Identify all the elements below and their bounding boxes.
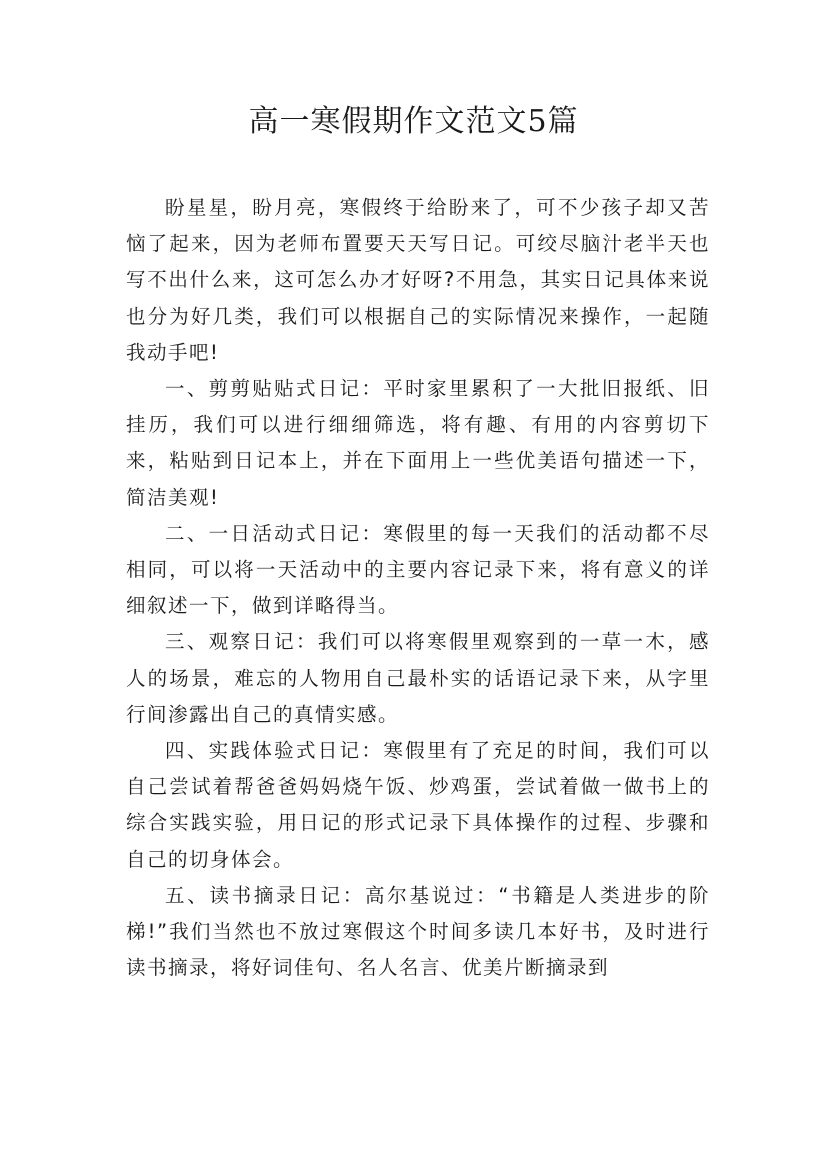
document-body: [126, 190, 710, 986]
document-title: 高一寒假期作文范文5篇: [248, 104, 579, 139]
paragraph-intro: 盼星星，盼月亮，寒假终于给盼来了，可不少孩子却又苦恼了起来，因为老师布置要天天写日记。可绞尽脑汁老半天也写不出什么来，这可怎么办才好呀?不用急，其实日记具体来说也分为好几类，我们可以根据自己的实际情况来操作，一起随我动手吧!: [126, 196, 710, 364]
paragraph-observation-diary: 三、观察日记：我们可以将寒假里观察到的一草一木，感人的场景，难忘的人物用自己最朴实的话语记录下来，从字里行间渗露出自己的真情实感。: [126, 630, 710, 726]
paragraph-daily-activity-diary: 二、一日活动式日记：寒假里的每一天我们的活动都不尽相同，可以将一天活动中的主要内容记录下来，将有意义的详细叙述一下，做到详略得当。: [126, 521, 710, 618]
paragraph-reading-excerpt-diary: 五、读书摘录日记：高尔基说过：“书籍是人类进步的阶梯!”我们当然也不放过寒假这个时间多读几本好书，及时进行读书摘录，将好词佳句、名人名言、优美片断摘录到: [126, 883, 710, 980]
paragraph-practice-diary: 四、实践体验式日记：寒假里有了充足的时间，我们可以自己尝试着帮爸爸妈妈烧午饭、炒鸡蛋，尝试着做一做书上的综合实践实验，用日记的形式记录下具体操作的过程、步骤和自己的切身体会。: [126, 739, 710, 871]
paragraph-clipping-diary: 一、剪剪贴贴式日记：平时家里累积了一大批旧报纸、旧挂历，我们可以进行细细筛选，将有趣、有用的内容剪切下来，粘贴到日记本上，并在下面用上一些优美语句描述一下，简洁美观!: [126, 377, 710, 509]
